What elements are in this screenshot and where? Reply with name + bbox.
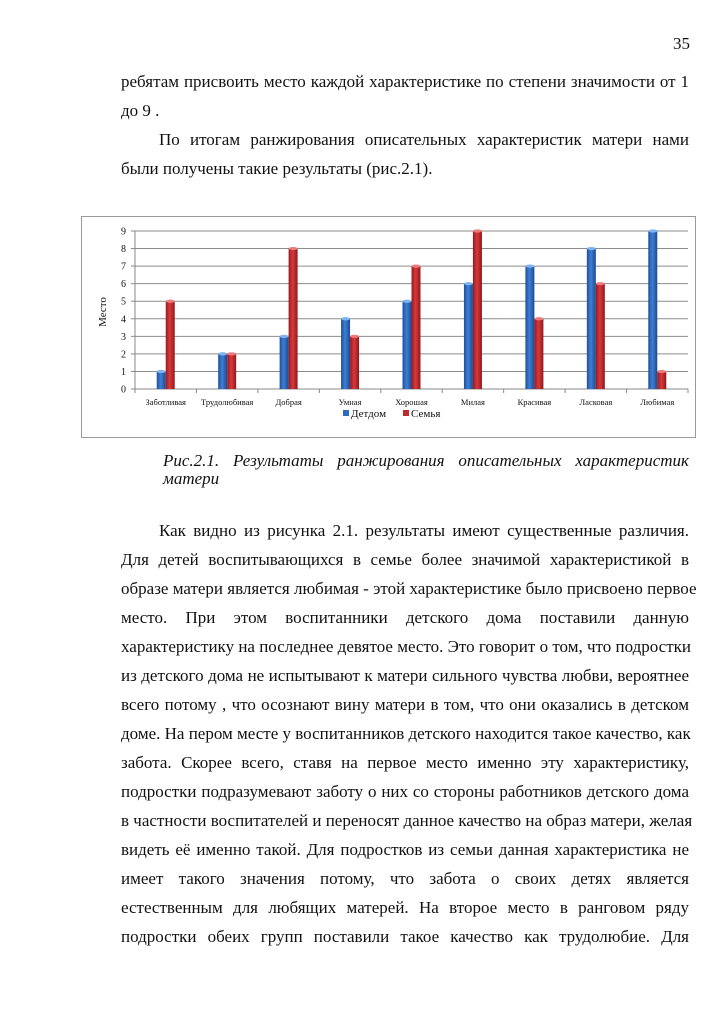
y-axis-label: Место xyxy=(97,297,109,327)
text-line: подростки подразумевают заботу о них со стороны работников детского дома xyxy=(121,782,689,801)
y-tick-label: 2 xyxy=(121,349,126,361)
text-line: По итогам ранжирования описательных характеристик матери нами xyxy=(159,130,689,149)
text-line: до 9 . xyxy=(121,101,160,120)
bar-cap xyxy=(473,229,482,232)
text-line: видеть её именно такой. Для подростков из семьи данная характеристика не xyxy=(121,840,689,859)
y-tick-label: 7 xyxy=(121,261,126,273)
text-line: всего потому , что осознают вину матери в том, что они оказались в детском xyxy=(121,695,689,714)
text-line: забота. Скорее всего, ставя на первое место именно эту характеристику, xyxy=(121,753,689,772)
y-tick-label: 8 xyxy=(121,244,126,256)
legend-swatch-detdom xyxy=(343,410,349,416)
text-line: естественным для любящих матерей. На второе место в ранговом ряду xyxy=(121,898,689,917)
bar-cap xyxy=(341,317,350,320)
x-category-label: Милая xyxy=(460,397,485,407)
bar-cap xyxy=(227,352,236,355)
bar-cap xyxy=(525,265,534,268)
figure-caption xyxy=(163,452,689,488)
x-category-label: Добрая xyxy=(275,397,302,407)
bar-cap xyxy=(657,370,666,373)
y-tick-label: 0 xyxy=(121,384,126,396)
bar-detdom xyxy=(648,231,657,389)
text-line: Как видно из рисунка 2.1. результаты имеют существенные различия. xyxy=(159,521,689,540)
x-category-label: Ласковая xyxy=(579,397,613,407)
legend xyxy=(343,408,440,420)
text-line: были получены такие результаты (рис.2.1). xyxy=(121,159,433,178)
bar-cap xyxy=(412,265,421,268)
bar-cap xyxy=(157,370,166,373)
bar-cap xyxy=(280,335,289,338)
bar-detdom xyxy=(280,336,289,389)
bar-detdom xyxy=(218,354,227,389)
bar-cap xyxy=(534,317,543,320)
paragraph-analysis xyxy=(121,516,697,951)
bar-cap xyxy=(596,282,605,285)
y-tick-label: 6 xyxy=(121,279,126,291)
x-category-label: Трудолюбивая xyxy=(201,397,254,407)
text-line: из детского дома не испытывают к матери сильного чувства любви, вероятнее xyxy=(121,666,689,685)
bar-cap xyxy=(166,300,175,303)
x-category-label: Красивая xyxy=(517,397,552,407)
text-line: образе матери является любимая - этой характеристике было присвоено первое xyxy=(121,579,697,598)
bar-semya xyxy=(534,319,543,389)
bar-semya xyxy=(657,371,666,389)
paragraph-intro xyxy=(121,67,689,125)
text-line: в частности воспитателей и переносят данное качество на образ матери, желая xyxy=(121,811,693,830)
legend-swatch-semya xyxy=(403,410,409,416)
text-line: подростки обеих групп поставили такое качество как трудолюбие. Для xyxy=(121,927,689,946)
bar-semya xyxy=(227,354,236,389)
bar-semya xyxy=(596,284,605,389)
bar-detdom xyxy=(464,284,473,389)
bar-cap xyxy=(403,300,412,303)
bar-chart xyxy=(82,217,697,439)
bar-detdom xyxy=(341,319,350,389)
text-line: доме. На пером месте у воспитанников детского находится такое качество, как xyxy=(121,724,691,743)
text-line: имеет такого значения потому, что забота о своих детях является xyxy=(121,869,689,888)
bar-detdom xyxy=(525,266,534,389)
y-tick-label: 9 xyxy=(121,226,126,238)
bar-cap xyxy=(350,335,359,338)
text-line: Для детей воспитывающихся в семье более значимой характеристикой в xyxy=(121,550,689,569)
figure-chart xyxy=(81,216,696,438)
caption-line: матери xyxy=(163,469,220,488)
y-tick-label: 1 xyxy=(121,366,126,378)
bar-detdom xyxy=(587,249,596,389)
x-category-label: Заботливая xyxy=(145,397,186,407)
bar-cap xyxy=(218,352,227,355)
bar-semya xyxy=(166,301,175,389)
bar-semya xyxy=(289,249,298,389)
x-category-label: Умная xyxy=(338,397,362,407)
x-category-label: Любимая xyxy=(640,397,675,407)
bar-cap xyxy=(464,282,473,285)
bar-cap xyxy=(587,247,596,250)
x-category-label: Хорошая xyxy=(395,397,428,407)
bar-semya xyxy=(350,336,359,389)
bar-semya xyxy=(412,266,421,389)
text-line: место. При этом воспитанники детского дома поставили данную xyxy=(121,608,689,627)
legend-label: Детдом xyxy=(351,408,387,420)
text-line: ребятам присвоить место каждой характеристике по степени значимости от 1 xyxy=(121,72,689,91)
y-tick-label: 5 xyxy=(121,296,126,308)
page-number: 35 xyxy=(673,34,690,53)
bar-detdom xyxy=(157,371,166,389)
bar-cap xyxy=(648,229,657,232)
caption-line: Рис.2.1. Результаты ранжирования описательных характеристик xyxy=(163,451,689,470)
legend-label: Семья xyxy=(411,408,441,420)
bar-semya xyxy=(473,231,482,389)
bar-detdom xyxy=(403,301,412,389)
paragraph-results-intro xyxy=(121,125,689,183)
text-line: характеристику на последнее девятое место. Это говорит о том, что подростки xyxy=(121,637,691,656)
y-tick-label: 4 xyxy=(121,314,126,326)
bar-cap xyxy=(289,247,298,250)
y-tick-label: 3 xyxy=(121,331,126,343)
